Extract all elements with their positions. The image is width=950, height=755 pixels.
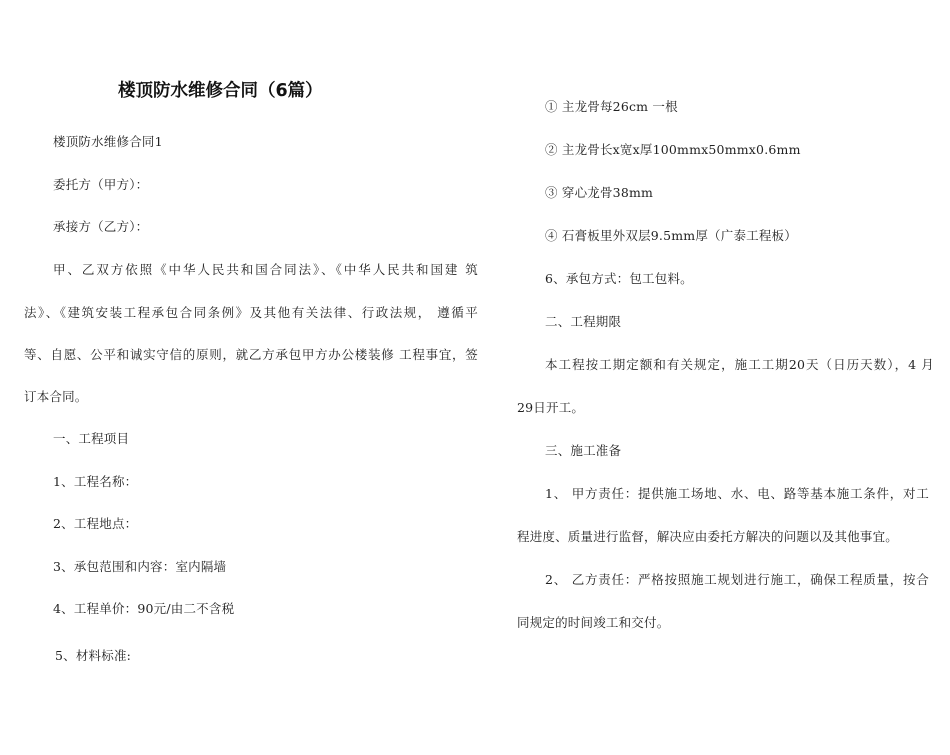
preamble-line-2: 法》、《建筑安装工程承包合同条例》及其他有关法律、行政法规， 遵循平 bbox=[24, 305, 478, 320]
item-material-standard: 5、材料标准: bbox=[55, 648, 132, 663]
contract-subtitle: 楼顶防水维修合同1 bbox=[53, 134, 163, 149]
material-item-3: ③ 穿心龙骨38mm bbox=[545, 185, 654, 200]
section-period-heading: 二、工程期限 bbox=[545, 314, 622, 329]
party-b-label: 承接方（乙方）： bbox=[53, 219, 149, 234]
material-item-1: ① 主龙骨每26cm 一根 bbox=[545, 99, 678, 114]
party-b-duty-line-2: 同规定的时间竣工和交付。 bbox=[517, 615, 670, 630]
party-a-label: 委托方（甲方）： bbox=[53, 177, 149, 192]
item-project-location: 2、工程地点： bbox=[53, 516, 138, 531]
preamble-line-1: 甲、乙双方依照《中华人民共和国合同法》、《中华人民共和国建 筑 bbox=[53, 262, 478, 277]
document-title: 楼顶防水维修合同（6篇） bbox=[118, 81, 323, 101]
material-item-4: ④ 石膏板里外双层9.5mm厚（广泰工程板） bbox=[545, 228, 797, 243]
party-a-duty-line-1: 1、 甲方责任：提供施工场地、水、电、路等基本施工条件，对工 bbox=[545, 486, 929, 501]
section-preparation-heading: 三、施工准备 bbox=[545, 443, 622, 458]
party-b-duty-line-1: 2、 乙方责任：严格按照施工规划进行施工，确保工程质量，按合 bbox=[545, 572, 929, 587]
preamble-line-4: 订本合同。 bbox=[24, 389, 88, 404]
material-item-2: ② 主龙骨长x宽x厚100mmx50mmx0.6mm bbox=[545, 142, 801, 157]
item-unit-price: 4、工程单价：90元/由二不含税 bbox=[53, 601, 235, 616]
item-project-name: 1、工程名称： bbox=[53, 474, 138, 489]
period-line-2: 29日开工。 bbox=[517, 400, 585, 415]
party-a-duty-line-2: 程进度、质量进行监督，解决应由委托方解决的问题以及其他事宜。 bbox=[517, 529, 899, 544]
preamble-line-3: 等、自愿、公平和诚实守信的原则，就乙方承包甲方办公楼装修 工程事宜，签 bbox=[24, 347, 478, 362]
period-line-1: 本工程按工期定额和有关规定，施工工期20天（日历天数），4 月 bbox=[545, 357, 934, 372]
item-contract-mode: 6、承包方式：包工包料。 bbox=[545, 271, 693, 286]
section-project-heading: 一、工程项目 bbox=[53, 431, 130, 446]
item-scope: 3、承包范围和内容：室内隔墙 bbox=[53, 559, 227, 574]
